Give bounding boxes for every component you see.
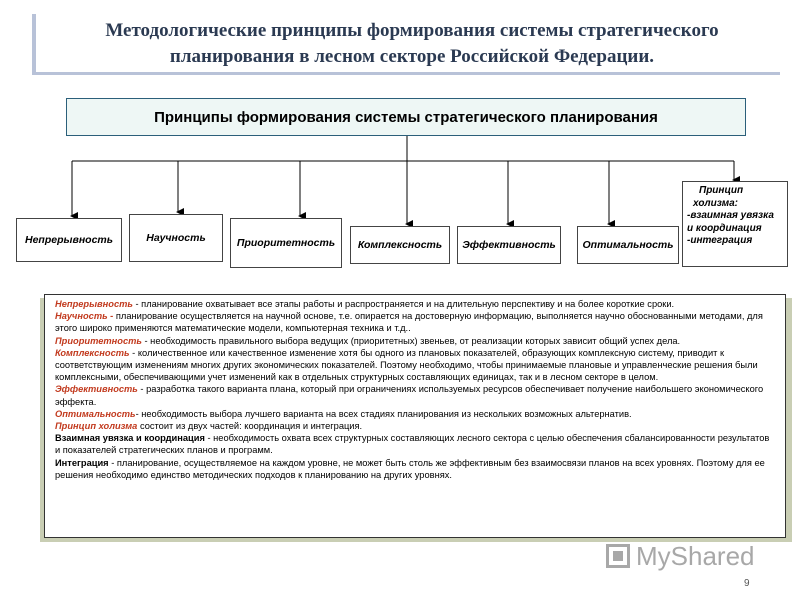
principle-box-complexity: Комплексность [350,226,450,264]
desc-holism: Принцип холизма состоит из двух частей: координация и интеграция. [55,421,363,432]
principle-box-optimality: Оптимальность [577,226,679,264]
slide-title-line-2: планирования в лесном секторе Российской Федерации. [169,46,655,67]
desc-optimality: Оптимальность- необходимость выбора лучшего варианта на всех стадиях планирования из нескольких возможных альтернатив. [55,408,632,419]
principle-box-continuity: Непрерывность [16,218,122,262]
principle-box-efficiency: Эффективность [457,226,561,264]
watermark [606,538,770,574]
holism-subtitle: холизма: [693,197,739,209]
desc-efficiency: Эффективность - разработка такого варианта плана, который при ограничениях используемых ресурсов обеспечивает получение наибольшего экономического эффекта. [55,384,764,407]
desc-integration: Интеграция - планирование, осуществляемое на каждом уровне, не может быть столь же эффективным без взаимосвязи планов на всех уровнях. Поэтому для ее решения необходимо единство методических подходов к планированию на других уровнях. [55,457,765,480]
holism-item-coordination-cont: и координация [687,222,762,234]
watermark-logo-icon [606,544,630,568]
slide-title-line-1: Методологические принципы формирования системы стратегического [105,20,719,41]
desc-continuity: Непрерывность - планирование охватывает все этапы работы и распространяется и на длительную перспективу и на более короткие сроки. [55,299,675,309]
principle-box-priority: Приоритетность [230,218,342,268]
principle-box-scientific: Научность [129,214,223,262]
desc-coordination: Взаимная увязка и координация - необходимость охвата всех структурных составляющих лесного сектора с целью обеспечения сбалансированности результатов и показателей стратегических планов и программ. [55,433,770,456]
desc-priority: Приоритетность - необходимость правильного выбора ведущих (приоритетных) звеньев, от реализации которых зависит общий успех дела. [55,335,681,346]
holism-title: Принцип [699,185,744,196]
desc-scientific: Научность - планирование осуществляется на научной основе, т.е. опирается на достоверную информацию, выполняется научно обоснованными методами, для этого широко применяются математические модели, компьютерная техника и т.д.. [55,311,763,334]
page-number: 9 [744,578,750,589]
principle-box-holism [682,181,788,267]
holism-item-integration: -интеграция [687,235,753,246]
description-panel [44,294,786,538]
watermark-text: MyShared [636,540,755,571]
holism-item-coordination: -взаимная увязка [687,210,774,221]
main-principles-box: Принципы формирования системы стратегического планирования [66,98,746,136]
desc-complexity: Комплексность - количественное или качественное изменение хотя бы одного из плановых показателей, образующих комплексную систему, приводит к соответствующим изменениям многих других экономических показателей. Поэтому необходимо, чтобы принимаемые плановые и управленческие решения были комплексными, обеспечивающими учет изменений как в отдельных структурных составляющих единицах, так и в лесном секторе в целом. [55,347,758,383]
